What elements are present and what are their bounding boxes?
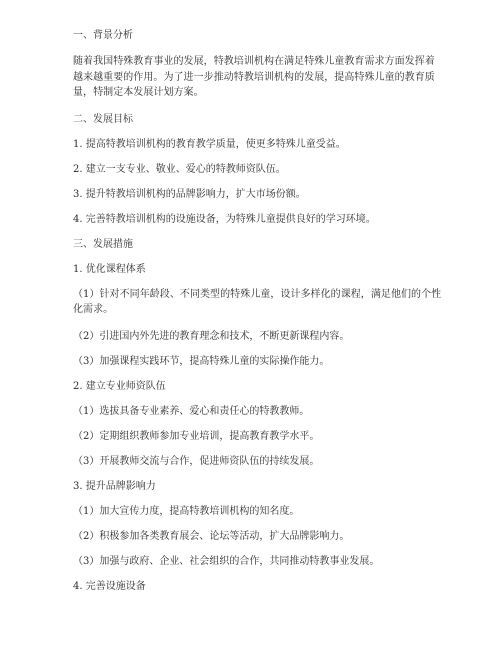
measure-title: 2. 建立专业师资队伍 [73, 380, 166, 392]
measure-item: （3）加强与政府、企业、社会组织的合作，共同推动特教事业发展。 [73, 555, 380, 567]
goal-item: 3. 提升特教培训机构的品牌影响力，扩大市场份额。 [73, 188, 306, 200]
section-heading-background: 一、背景分析 [73, 30, 133, 41]
measure-title: 1. 优化课程体系 [73, 263, 146, 275]
document-page [73, 29, 443, 593]
measure-item: （2）积极参加各类教育展会、论坛等活动，扩大品牌影响力。 [73, 530, 350, 542]
measure-item: （2）定期组织教师参加专业培训，提高教育教学水平。 [73, 430, 320, 442]
measure-item: （1）加大宣传力度，提高特教培训机构的知名度。 [73, 505, 300, 517]
measure-item: （1）选拔具备专业素养、爱心和责任心的特教教师。 [73, 405, 310, 417]
measure-item: （3）开展教师交流与合作，促进师资队伍的持续发展。 [73, 455, 320, 467]
measure-title: 3. 提升品牌影响力 [73, 480, 156, 492]
section-heading-measures: 三、发展措施 [73, 238, 133, 250]
measure-item: （3）加强课程实践环节，提高特殊儿童的实际操作能力。 [73, 355, 330, 367]
intro-paragraph: 随着我国特殊教育事业的发展，特教培训机构在满足特殊儿童教育需求方面发挥着越来越重要的作用。为了进一步推动特教培训机构的发展，提高特殊儿童的教育质量，特制定本发展计划方案。 [73, 56, 435, 98]
measure-title: 4. 完善设施设备 [73, 580, 146, 592]
measure-item: （1）针对不同年龄段、不同类型的特殊儿童，设计多样化的课程，满足他们的个性化需求。 [73, 288, 442, 315]
section-heading-goals: 二、发展目标 [73, 113, 133, 125]
goal-item: 2. 建立一支专业、敬业、爱心的特教师资队伍。 [73, 163, 286, 175]
goal-item: 4. 完善特教培训机构的设施设备，为特殊儿童提供良好的学习环境。 [73, 213, 376, 225]
goal-item: 1. 提高特教培训机构的教育教学质量，使更多特殊儿童受益。 [73, 138, 346, 150]
measure-item: （2）引进国内外先进的教育理念和技术，不断更新课程内容。 [73, 330, 350, 342]
